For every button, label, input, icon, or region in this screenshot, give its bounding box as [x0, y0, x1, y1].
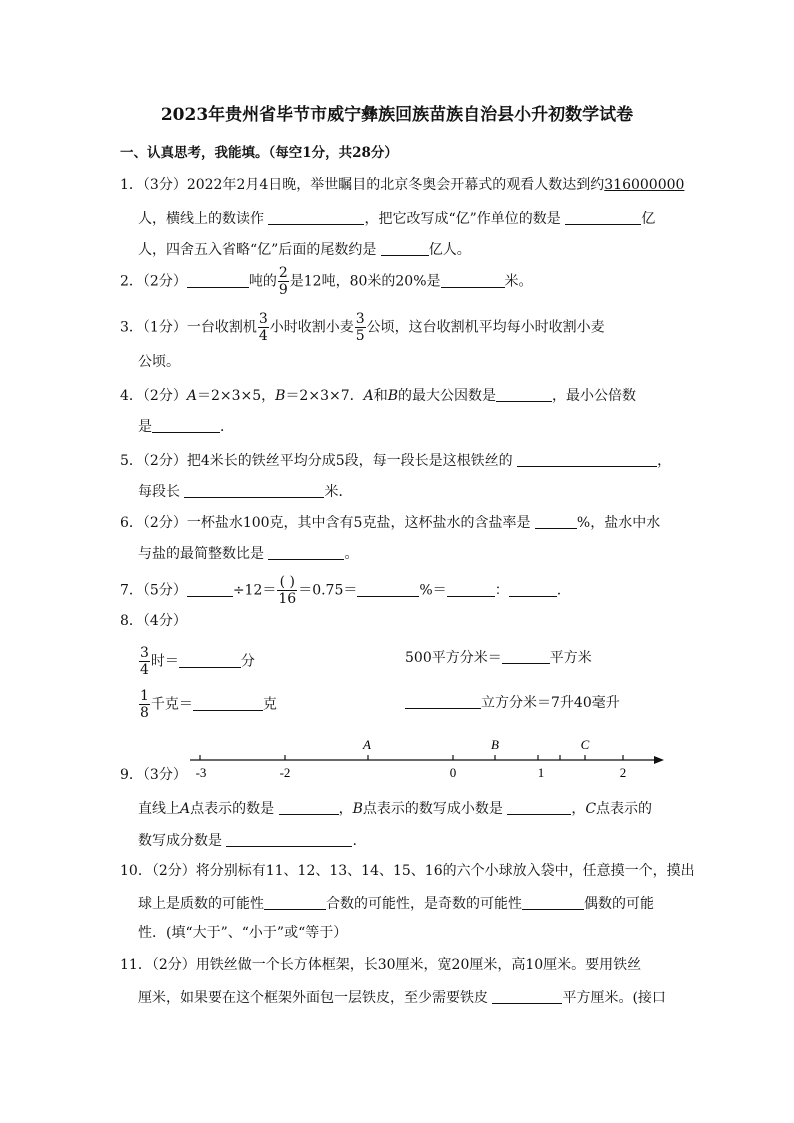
q5-head: 5．（2分）把4米长的铁丝平均分成5段，每一段长是这根铁丝的 [120, 453, 513, 469]
number-line-tick-label: -3 [195, 765, 207, 780]
question-1-text: 1．（3分）2022年2月4日晚，举世瞩目的北京冬奥会开幕式的观看人数达到约 [120, 177, 605, 193]
var-c: C [585, 801, 597, 817]
q4-text-d: 的最大公因数是 [398, 388, 497, 404]
q4-text-g: ． [220, 419, 234, 435]
denominator: 9 [278, 282, 288, 298]
q4-text-f: 是 [138, 419, 152, 435]
q7-text-d: ： [494, 582, 509, 599]
question-9-line-3 [138, 832, 357, 848]
answer-blank[interactable] [507, 800, 571, 815]
q1-text-e: 亿人。 [428, 242, 471, 258]
q4-text-b: ＝2×3×7． [285, 388, 364, 404]
var-a: A [180, 801, 191, 817]
q3-text-b: 公顷，这台收割机平均每小时收割小麦 [366, 319, 605, 336]
var-a: A [186, 388, 197, 404]
number-line-point-label: C [580, 737, 590, 752]
question-11-line-2 [138, 989, 666, 1005]
numerator: 1 [140, 688, 149, 704]
q9-text-a: 直线上 [138, 801, 180, 817]
question-9-line-2 [138, 800, 652, 816]
q1-text-c: 亿 [641, 211, 656, 227]
q3-head: 3．（1分）一台收割机 [120, 319, 257, 336]
q4-text-c: 和 [373, 388, 388, 404]
q6-text-a: %，盐水中水 [576, 515, 661, 531]
number-line-ticks [200, 755, 623, 760]
section-1-heading: 一、认真思考，我能填。（每空1分，共28分） [120, 145, 398, 161]
question-9-head: 9．（3分） [120, 767, 187, 783]
q8-text-b: 分 [240, 653, 255, 670]
number-line-tick-label: 2 [619, 765, 627, 780]
var-a: A [363, 388, 374, 404]
var-b: B [387, 388, 399, 404]
numerator: 3 [258, 311, 268, 327]
numerator: 2 [278, 265, 288, 281]
q7-text-b: ＝0.75＝ [298, 582, 358, 599]
q2-text-b: 是12吨，80米的20%是 [289, 273, 441, 290]
q2-text-a: 吨的 [248, 273, 277, 290]
question-8-head: 8．（4分） [120, 613, 187, 629]
q4-head: 4．（2分） [120, 388, 187, 404]
question-1-number: 316000000 [604, 177, 685, 193]
q7-head: 7．（5分） [120, 582, 187, 599]
q9-text-g: 数写成分数是 [138, 833, 222, 849]
q11-text-a: 厘米，如果要在这个框架外面包一层铁皮，至少需要铁皮 [138, 990, 488, 1006]
q5-text-a: ， [657, 453, 672, 469]
question-10-line-1: 10．（2分）将分别标有11、12、13、14、15、16的六个小球放入袋中，任意摸一个，摸出 [120, 863, 695, 879]
q4-text-a: ＝2×3×5， [196, 388, 276, 404]
q10-text-b: 合数的可能性，是奇数的可能性 [326, 896, 522, 912]
answer-blank[interactable] [522, 895, 584, 910]
number-line-tick-label: 1 [537, 765, 545, 780]
q6-text-c: 。 [344, 546, 359, 562]
exam-title: 2023年贵州省毕节市威宁彝族回族苗族自治县小升初数学试卷 [160, 105, 634, 125]
q5-text-b: 每段长 [138, 484, 180, 500]
q9-text-b: 点表示的数是 [190, 801, 275, 817]
denominator: 8 [140, 705, 149, 721]
q7-text-c: %＝ [419, 582, 447, 599]
q11-text-b: 平方厘米。(接口 [562, 990, 666, 1006]
question-10-line-2 [138, 895, 654, 911]
q8-text-g: 立方分米＝7升40毫升 [481, 695, 620, 711]
q9-text-d: 点表示的数写成小数是 [362, 801, 503, 817]
question-11-line-1: 11．（2分）用铁丝做一个长方体框架，长30厘米，宽20厘米，高10厘米。要用铁丝 [120, 957, 642, 973]
numerator: ( ) [279, 574, 295, 590]
q2-text-c: 米。 [504, 273, 533, 290]
var-b: B [352, 801, 363, 817]
q9-text-h: . [352, 833, 357, 849]
q7-text-a: ÷12＝ [232, 582, 277, 599]
question-3-line-2: 公顷。 [138, 354, 180, 370]
answer-blank[interactable] [279, 800, 339, 815]
number-line-point-label: A [363, 737, 371, 752]
question-10-line-3: 性．(填“大于”、“小于”或“等于） [138, 925, 348, 941]
q3-text-a: 小时收割小麦 [269, 319, 354, 336]
q4-text-e: ，最小公倍数 [552, 388, 637, 404]
q8-text-d: 平方米 [549, 650, 592, 666]
q5-text-c: 米． [324, 484, 353, 500]
numerator: 3 [140, 645, 149, 661]
q9-text-f: 点表示的 [596, 801, 653, 817]
q8-text-c: 500平方分米＝ [405, 650, 502, 666]
q10-text-c: 偶数的可能 [584, 896, 654, 912]
q1-text-d: 人，四舍五入省略“亿”后面的尾数约是 [138, 242, 377, 258]
denominator: 16 [278, 591, 297, 607]
q8-text-f: 克 [262, 696, 277, 713]
q9-text-e: ， [571, 801, 586, 817]
denominator: 4 [258, 328, 268, 344]
q1-text-b: ，把它改写成“亿”作单位的数是 [364, 211, 561, 227]
answer-blank[interactable] [492, 989, 562, 1004]
answer-blank[interactable] [226, 832, 352, 847]
q7-text-e: . [556, 582, 562, 599]
q9-text-c: ， [338, 801, 353, 817]
number-line-labels [196, 737, 627, 780]
answer-blank[interactable] [264, 895, 326, 910]
denominator: 4 [140, 662, 149, 678]
number-line-tick-label: -2 [279, 765, 291, 780]
q1-text-a: 人，横线上的数读作 [138, 211, 264, 227]
numerator: 3 [355, 311, 365, 327]
q6-text-b: 与盐的最简整数比是 [138, 546, 264, 562]
q8-text-a: 时＝ [150, 653, 179, 670]
q8-text-e: 千克＝ [150, 696, 193, 713]
q6-head: 6．（2分）一杯盐水100克，其中含有5克盐，这杯盐水的含盐率是 [120, 515, 531, 531]
number-line-point-label: B [491, 737, 499, 752]
var-b: B [275, 388, 286, 404]
number-line-tick-label: 0 [449, 765, 457, 780]
q10-text-a: 球上是质数的可能性 [138, 896, 264, 912]
number-line-arrow-icon [654, 756, 664, 764]
q2-head: 2．（2分） [120, 273, 187, 290]
denominator: 5 [355, 328, 365, 344]
